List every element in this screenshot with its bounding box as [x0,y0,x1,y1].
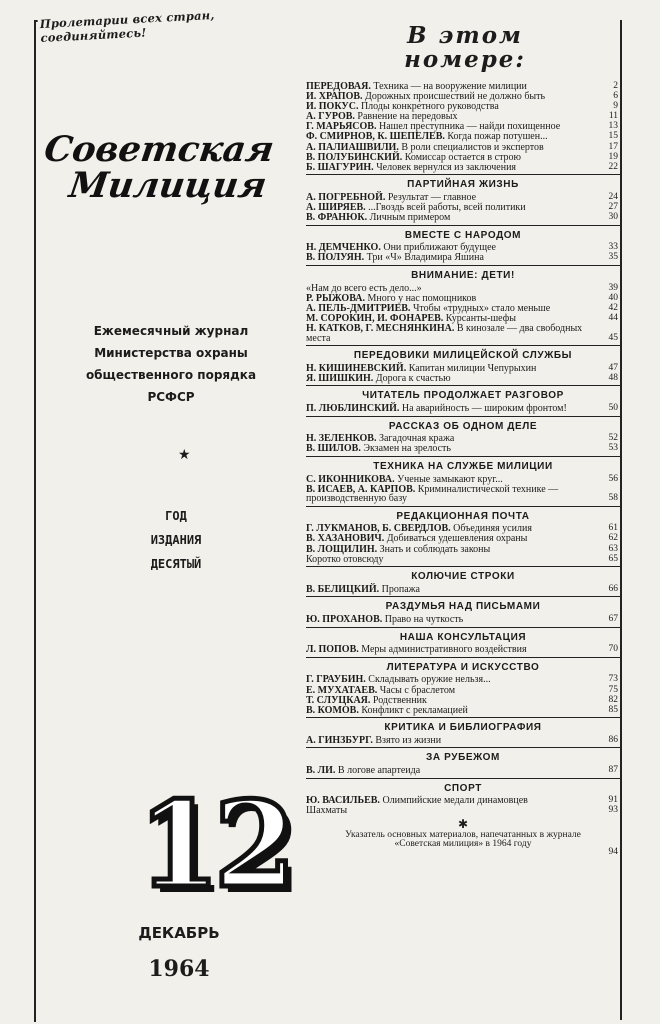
section-heading: РАЗДУМЬЯ НАД ПИСЬМАМИ [385,601,541,613]
entry-title: Дорожных происшествий не должно быть [365,91,546,103]
entry-author: И. ХРАПОВ. [306,91,363,103]
toc-entry [306,253,620,263]
entry-title: Техника — на вооружение милиции [373,81,527,92]
toc-entry [306,796,620,806]
entry-page-number: 13 [608,121,618,132]
section-heading: ТЕХНИКА НА СЛУЖБЕ МИЛИЦИИ [373,460,553,472]
entry-title: Взято из жизни [375,734,442,746]
year-line: ГОД [165,509,187,523]
entry-title: Когда пожар потушен... [447,131,548,143]
section-divider [306,416,620,417]
entry-page-number: 48 [608,372,618,383]
entry-author: В. ИСАЕВ, А. КАРПОВ. [306,483,416,495]
issue-year: 1964 [148,956,210,982]
annual-index-text: Указатель основных материалов, напечатанных в журнале «Советская милиция» в 1964 году [345,829,581,850]
entry-page-number: 24 [608,191,618,202]
section-heading: ВНИМАНИЕ: ДЕТИ! [411,270,515,281]
entry-title: Пропажа [381,583,420,595]
entry-page-number: 66 [608,583,618,594]
entry-author: Н. КИШИНЕВСКИЙ. [306,362,407,374]
entry-author: Г. МАРЬЯСОВ. [306,121,377,133]
toc-entry [306,213,620,223]
entry-title: Коротко отовсюду [306,553,384,565]
desc-line: Ежемесячный журнал [93,324,249,338]
contents-panel [300,20,622,1020]
entry-author: В. КОМОВ. [306,704,359,716]
entry-page-number: 6 [613,91,618,102]
entry-title: Ученые замыкают круг... [397,473,503,485]
toc-entry [306,706,620,716]
entry-page-number: 42 [608,302,618,313]
section-heading: КОЛЮЧИЕ СТРОКИ [411,571,515,583]
entry-page-number: 27 [608,202,618,213]
publication-year-note [96,504,256,576]
entry-author: Т. СЛУЦКАЯ. [306,694,371,706]
entry-page-number: 35 [608,252,618,263]
entry-title: Криминалистической технике — производственную базу [306,483,559,505]
entry-author: Р. РЫЖОВА. [306,292,365,304]
entry-page-number: 53 [608,443,618,454]
entry-page-number: 58 [608,493,618,504]
entry-title: Добиваться удешевления охраны [386,533,528,545]
magazine-description [56,320,286,408]
entry-title: Конфликт с рекламацией [361,704,468,716]
entry-author: В. ЛИ. [306,765,336,777]
entry-author: Я. ШИШКИН. [306,372,374,384]
toc-entry [306,736,620,746]
entry-title: Результат — главное [387,191,477,203]
section-divider [306,385,620,386]
section-divider [306,747,620,748]
toc-entry [306,555,620,565]
entry-page-number: 40 [608,292,618,303]
section-divider [306,627,620,628]
contents-title-line-2: номере: [404,46,526,73]
entry-title: В логове апартеида [337,765,421,777]
entry-title: На аварийность — широким фронтом! [401,403,567,415]
section-heading: НАША КОНСУЛЬТАЦИЯ [399,631,527,643]
section-divider [306,778,620,779]
entry-page-number: 73 [608,674,618,685]
section-divider [306,225,620,226]
entry-page-number: 93 [608,805,618,816]
entry-author: Ю. ВАСИЛЬЕВ. [306,795,380,807]
section-heading: ВМЕСТЕ С НАРОДОМ [404,229,522,241]
entry-page-number: 86 [608,734,618,745]
toc-entry [306,163,620,173]
entry-author: Е. МУХАТАЕВ. [306,684,378,696]
logo-line-2: Милиция [66,165,270,206]
section-heading: ЗА РУБЕЖОМ [426,752,500,764]
entry-title: Дорога к счастью [375,372,451,384]
contents-title-line-1: В этом [407,22,523,49]
toc-entry [306,615,620,625]
issue-month: ДЕКАБРЬ [138,924,220,942]
entry-author: Г. ЛУКМАНОВ, Б. СВЕРДЛОВ. [306,523,451,535]
desc-line: Министерства охраны [94,346,248,360]
entry-author: С. ИКОННИКОВА. [306,473,395,485]
entry-page-number: 15 [608,131,618,142]
entry-page-number: 62 [608,533,618,544]
entry-page-number: 45 [608,332,618,343]
toc-entry [306,485,620,504]
section-heading: ЧИТАТЕЛЬ ПРОДОЛЖАЕТ РАЗГОВОР [362,390,564,402]
annual-index-note [306,829,620,858]
entry-page-number: 61 [608,523,618,534]
entry-author: ПЕРЕДОВАЯ. [306,81,371,92]
entry-title: В роли специалистов и экспертов [401,141,544,153]
entry-author: В. ЛОЩИЛИН. [306,543,378,555]
entry-title: Олимпийские медали динамовцев [382,795,528,807]
entry-title: Меры административного воздействия [361,644,527,656]
entry-title: Шахматы [306,805,348,817]
entry-page-number: 2 [613,81,618,91]
entry-author: Б. ШАГУРИН. [306,161,374,173]
entry-page-number: 30 [608,212,618,223]
section-divider [306,174,620,175]
desc-line: РСФСР [147,390,195,404]
year-line: ДЕСЯТЫЙ [150,557,202,571]
entry-author: В. ФРАНЮК. [306,212,368,224]
entry-page-number: 17 [608,141,618,152]
entry-author: А. ПЕЛЬ-ДМИТРИЕВ. [306,302,411,314]
entry-author: М. СОРОКИН, И. ФОНАРЕВ. [306,312,444,324]
slogan: Пролетарии всех стран, соединяйтесь! [37,3,312,45]
entry-title: Загадочная кража [378,433,455,445]
section-heading: ПАРТИЙНАЯ ЖИЗНЬ [407,179,519,191]
entry-title: Объединяя усилия [453,523,532,535]
entry-page-number: 9 [613,101,618,112]
section-divider [306,506,620,507]
entry-page-number: 70 [608,644,618,655]
toc-entry [306,766,620,776]
entry-page-number: 67 [608,614,618,625]
entry-page-number: 87 [608,765,618,776]
issue-number: 12 [137,775,291,914]
entry-author: Н. ДЕМЧЕНКО. [306,242,381,254]
entry-author: В. ПОЛУЯН. [306,252,365,264]
section-divider [306,456,620,457]
entry-title: Складывать оружие нельзя... [368,674,491,686]
entry-title: Часы с браслетом [379,684,456,696]
toc-entry [306,374,620,384]
entry-title: Личным примером [369,212,451,224]
section-heading: СПОРТ [444,782,482,794]
entry-title: Равнение на передовых [357,111,458,123]
entry-page-number: 11 [608,111,618,122]
section-heading: КРИТИКА И БИБЛИОГРАФИЯ [384,722,542,734]
desc-line: общественного порядка [85,368,257,382]
star-icon: ★ [178,447,191,463]
toc-entry [306,645,620,655]
entry-title: Человек вернулся из заключения [376,161,517,173]
toc-entry [306,404,620,414]
section-heading: РЕДАКЦИОННАЯ ПОЧТА [396,510,530,522]
entry-author: А. ГИНЗБУРГ. [306,734,373,746]
entry-author: А. ШИРЯЕВ. [306,202,366,214]
entry-author: А. ПАЛИАШВИЛИ. [306,141,399,153]
entry-title: Три «Ч» Владимира Яшина [366,252,484,264]
table-of-contents [306,81,620,858]
entry-title: В кинозале — два свободных места [306,322,583,344]
entry-title: Курсанты-шефы [445,312,516,324]
section-heading: ПЕРЕДОВИКИ МИЛИЦЕЙСКОЙ СЛУЖБЫ [353,350,573,362]
section-heading: ЛИТЕРАТУРА И ИСКУССТВО [386,661,540,673]
entry-author: Н. ЗЕЛЕНКОВ. [306,433,377,445]
section-divider [306,566,620,567]
entry-author: Ю. ПРОХАНОВ. [306,614,383,626]
section-divider [306,717,620,718]
entry-page-number: 65 [608,553,618,564]
entry-author: В. БЕЛИЦКИЙ. [306,583,380,595]
year-line: ИЗДАНИЯ [150,533,202,547]
entry-author: Л. ПОПОВ. [306,644,359,656]
entry-page-number: 44 [608,312,618,323]
toc-entry [306,444,620,454]
entry-page-number: 22 [608,161,618,172]
section-divider [306,657,620,658]
toc-entry [306,324,620,343]
entry-title: Знать и соблюдать законы [379,543,491,555]
entry-page-number: 56 [608,473,618,484]
entry-title: Нашел преступника — найди похищенное [378,121,561,133]
entry-page-number: 33 [608,242,618,253]
entry-author: Г. ГРАУБИН. [306,674,366,686]
entry-title: Плоды конкретного руководства [360,101,499,113]
entry-author: А. ПОГРЕБНОЙ. [306,191,386,203]
entry-title: Экзамен на зрелость [363,443,451,455]
entry-title: Комиссар остается в строю [404,151,522,163]
entry-author: В. ШИЛОВ. [306,443,361,455]
annual-index-page: 94 [608,847,618,858]
entry-author: В. ХАЗАНОВИЧ. [306,533,385,545]
section-heading: РАССКАЗ ОБ ОДНОМ ДЕЛЕ [388,420,538,432]
logo-line-1: Советская [41,129,277,170]
entry-author: А. ГУРОВ. [306,111,355,123]
entry-title: Они приближают будущее [383,242,496,254]
entry-page-number: 91 [608,795,618,806]
asterisk-icon: ✱ [457,816,469,831]
section-divider [306,596,620,597]
entry-author: Ф. СМИРНОВ, К. ШЕПЕЛЕВ. [306,131,445,143]
magazine-logo [37,129,307,206]
entry-page-number: 50 [608,403,618,414]
entry-page-number: 63 [608,543,618,554]
entry-page-number: 39 [608,282,618,293]
entry-title: Право на чуткость [384,614,464,626]
cover-panel [34,7,298,1022]
entry-author: П. ЛЮБЛИНСКИЙ. [306,403,400,415]
entry-page-number: 52 [608,433,618,444]
section-divider [306,265,620,266]
toc-entry [306,585,620,595]
contents-title [350,24,580,72]
entry-page-number: 47 [608,362,618,373]
entry-page-number: 85 [608,704,618,715]
entry-title: «Нам до всего есть дело...» [306,282,422,294]
entry-title: Чтобы «трудных» стало меньше [412,302,551,314]
toc-entry [306,806,620,816]
entry-page-number: 82 [608,694,618,705]
entry-author: И. ПОКУС. [306,101,359,113]
entry-title: Капитан милиции Чепурыхин [408,362,537,374]
entry-author: Н. КАТКОВ, Г. МЕСНЯНКИНА. [306,322,455,334]
entry-title: Родственник [372,694,427,706]
entry-page-number: 75 [608,684,618,695]
entry-author: В. ПОЛУБИНСКИЙ. [306,151,403,163]
section-divider [306,345,620,346]
entry-page-number: 19 [608,151,618,162]
entry-title: ...Гвоздь всей работы, всей политики [368,202,526,214]
entry-title: Много у нас помощников [367,292,477,304]
